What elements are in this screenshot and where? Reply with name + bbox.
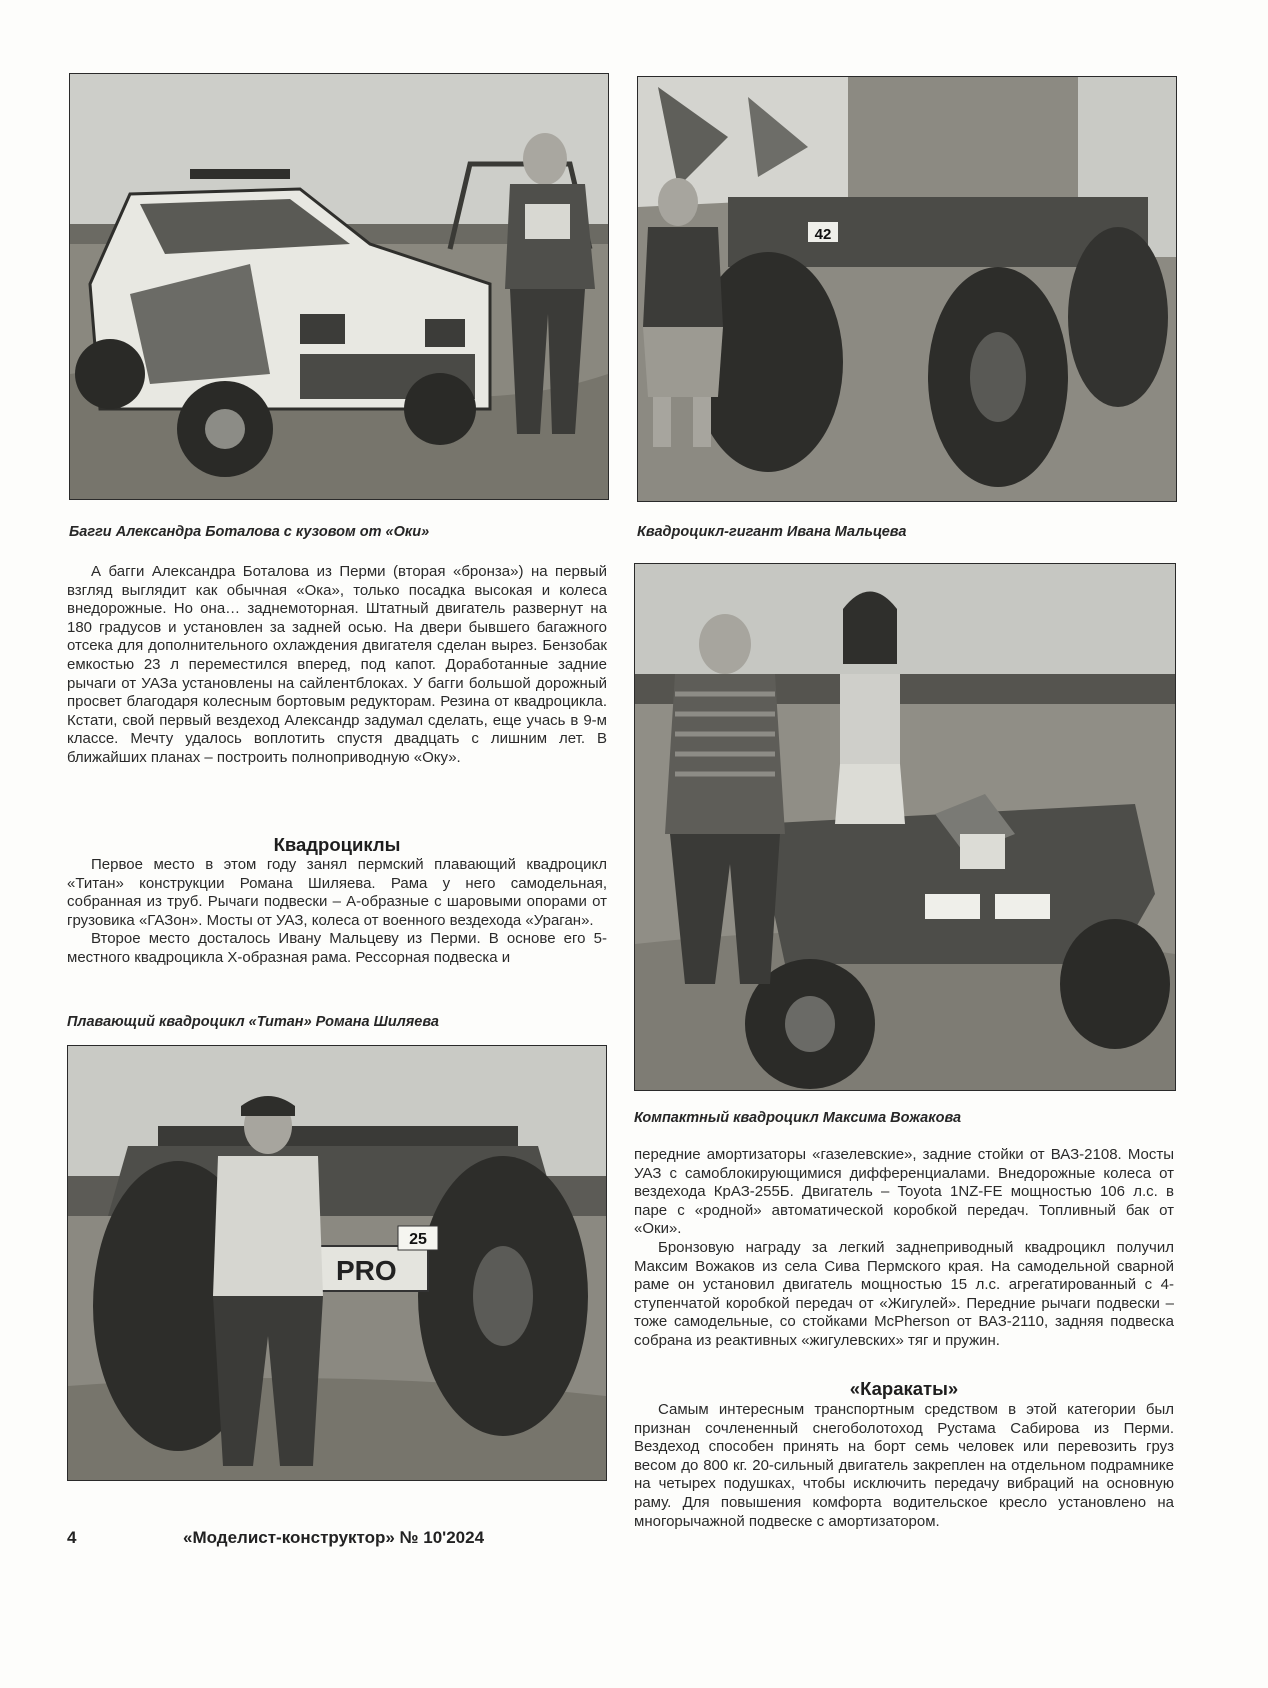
left-column-quads [67,856,607,968]
photo-compact-quad [634,563,1176,1091]
caption-titan-quad: Плавающий квадроцикл «Титан» Романа Шиляева [67,1014,439,1030]
plate-text: PRO [336,1255,397,1286]
left-column-intro [67,563,607,768]
titan-quad-illustration [68,1046,606,1480]
paragraph-second-place: Второе место досталось Ивану Мальцеву из Перми. В основе его 5-местного квадроцикла Х-образная рама. Рессорная подвеска и [67,930,607,966]
plate-number: 25 [409,1231,427,1248]
paragraph-karakaty: Самым интересным транспортным средством в этой категории был признан сочлененный снегоболотоход Рустама Сабирова из Перми. Вездеход способен принять на борт семь человек или перевозить груз весом до 800 кг. 20-сильный двигатель закреплен на отдельном подрамнике на четырех подушках, чтобы исключить передачу вибраций на основную раму. Для повышения комфорта водительское кресло установлено на многорычажной подвеске с амортизатором. [634,1401,1174,1530]
heading-quads: Квадроциклы [273,834,401,855]
heading-karakaty: «Каракаты» [849,1378,959,1399]
paragraph-oka-buggy: А багги Александра Боталова из Перми (вторая «бронза») на первый взгляд выглядит как обычная «Ока», только посадка высокая и колеса внедорожные. Но она… заднемоторная. Штатный двигатель развернут на 180 градусов и установлен за задней осью. На двери бывшего багажного отсека для дополнительного охлаждения двигателя сделан вырез. Бензобак емкостью 23 л переместился вперед, под капот. Доработанные задние рычаги от УАЗа установлены на сайлентблоках. У багги большой дорожный просвет благодаря колесным бортовым редукторам. Резина от квадроцикла. Кстати, свой первый вездеход Александр задумал сделать, еще учась в 9-м классе. Мечту удалось воплотить спустя двадцать с лишним лет. В ближайших планах – построить полноприводную «Оку». [67,563,607,766]
oka-buggy-illustration [70,74,608,499]
right-column-karakaty [634,1401,1174,1531]
magazine-title: «Моделист-конструктор» № 10'2024 [183,1528,485,1547]
caption-oka-buggy: Багги Александра Боталова с кузовом от «Оки» [69,524,430,540]
quad-number-plate: 42 [814,226,832,243]
paragraph-bronze: Бронзовую награду за легкий заднеприводный квадроцикл получил Максим Вожаков из села Сива Пермского края. На самодельной сварной раме он установил двигатель мощностью 15 л.с. агрегатированный с 4-ступенчатой коробкой передач от «Жигулей». Передние рычаги подвески – тоже самодельные, со стойками McPherson от ВАЗ-2110, задняя подвеска собрана из реактивных «жигулевских» тяг и пружин. [634,1238,1174,1349]
page-number: 4 [67,1528,77,1547]
caption-giant-quad: Квадроцикл-гигант Ивана Мальцева [637,524,907,540]
caption-compact-quad: Компактный квадроцикл Максима Вожакова [634,1110,962,1126]
paragraph-titan: Первое место в этом году занял пермский плавающий квадроцикл «Титан» конструкции Романа Шиляева. Рама у него самодельная, собранная из труб. Рычаги подвески – А-образные с шаровыми опорами от грузовика «ГАЗон». Мосты от УАЗ, колеса от военного вездехода «Ураган». [67,856,607,929]
right-column-continuation [634,1146,1174,1351]
photo-titan-quad [67,1045,607,1481]
paragraph-continuation: передние амортизаторы «газелевские», задние стойки от ВАЗ-2108. Мосты УАЗ с самоблокирующимися дифференциалами. Внедорожные колеса от вездехода КрАЗ-255Б. Двигатель – Toyota 1NZ-FE мощностью 106 л.с. в паре с «родной» автоматической коробкой передач. Топливный бак от «Оки». [634,1146,1174,1238]
photo-giant-quad [637,76,1177,502]
compact-quad-illustration [635,564,1175,1090]
photo-oka-buggy [69,73,609,500]
giant-quad-illustration [638,77,1176,501]
